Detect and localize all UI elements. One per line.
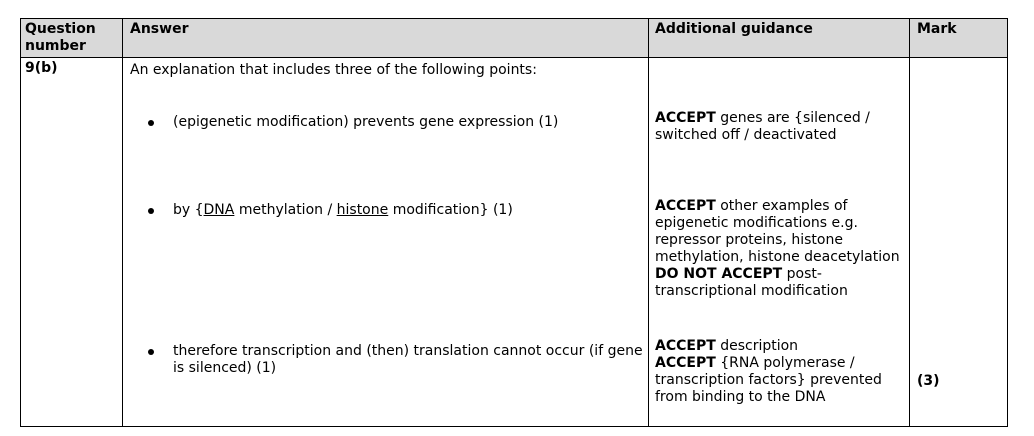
table-border-left <box>20 18 21 427</box>
answer-point: by {DNA methylation / histone modification} (1) <box>173 202 513 218</box>
mark-value: (3) <box>917 373 940 389</box>
header-answer: Answer <box>130 21 189 37</box>
header-mark: Mark <box>917 21 957 37</box>
bullet-icon <box>148 349 154 355</box>
answer-point: (epigenetic modification) prevents gene expression (1) <box>173 114 559 130</box>
answer-intro: An explanation that includes three of the following points: <box>130 62 537 78</box>
guidance-block: ACCEPT description ACCEPT {RNA polymerase / transcription factors} prevented from binding to the DNA <box>655 338 882 405</box>
column-divider <box>909 18 910 427</box>
table-border-bottom <box>20 426 1008 427</box>
column-divider <box>648 18 649 427</box>
question-number: 9(b) <box>25 60 58 76</box>
guidance-block: ACCEPT other examples of epigenetic modifications e.g. repressor proteins, histone methylation, histone deacetylation DO NOT ACCEPT post- transcriptional modification <box>655 198 900 299</box>
header-divider <box>20 57 1008 58</box>
table-border-right <box>1007 18 1008 427</box>
header-question-number: Question number <box>25 21 96 54</box>
bullet-icon <box>148 208 154 214</box>
answer-point: therefore transcription and (then) translation cannot occur (if gene is silenced) (1) <box>173 343 643 376</box>
table-border-top <box>20 18 1008 19</box>
guidance-block: ACCEPT genes are {silenced / switched off / deactivated <box>655 110 870 143</box>
bullet-icon <box>148 120 154 126</box>
header-guidance: Additional guidance <box>655 21 813 37</box>
column-divider <box>122 18 123 427</box>
